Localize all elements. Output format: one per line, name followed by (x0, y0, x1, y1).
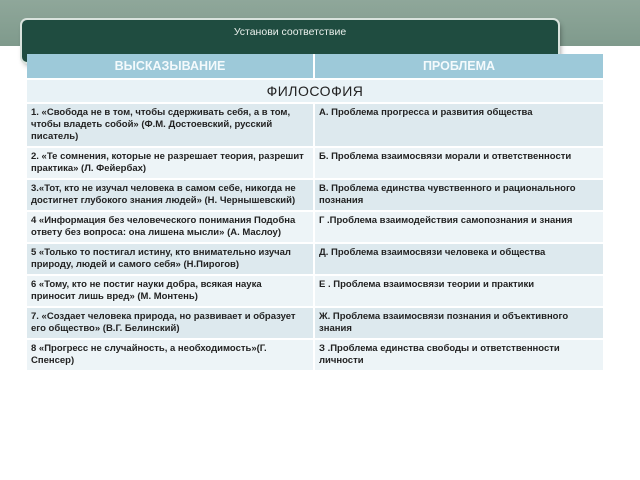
problem-cell: Ж. Проблема взаимосвязи познания и объективного знания (315, 308, 603, 338)
matching-table (27, 52, 603, 372)
quote-cell: 4 «Информация без человеческого понимания Подобна ответу без вопроса: она лишена мысли» (А. Маслоу) (27, 212, 315, 242)
table-row (27, 180, 603, 210)
problem-cell: А. Проблема прогресса и развития общества (315, 104, 603, 146)
quote-cell: 3.«Тот, кто не изучал человека в самом себе, никогда не достигнет глубокого знания людей» (Н. Чернышевский) (27, 180, 315, 210)
quote-cell: 1. «Свобода не в том, чтобы сдерживать себя, а в том, чтобы владеть собой» (Ф.М. Достоевский, русский писатель) (27, 104, 315, 146)
quote-cell: 6 «Тому, кто не постиг науки добра, всякая наука приносит лишь вред» (М. Монтень) (27, 276, 315, 306)
quote-cell: 8 «Прогресс не случайность, а необходимость»(Г. Спенсер) (27, 340, 315, 370)
column-header-problem: ПРОБЛЕМА (315, 54, 603, 78)
column-header-quote: ВЫСКАЗЫВАНИЕ (27, 54, 315, 78)
problem-cell: Б. Проблема взаимосвязи морали и ответственности (315, 148, 603, 178)
table-row (27, 212, 603, 242)
table-row (27, 340, 603, 370)
table-row (27, 104, 603, 146)
problem-cell: З .Проблема единства свободы и ответственности личности (315, 340, 603, 370)
table-header-row (27, 54, 603, 78)
problem-cell: В. Проблема единства чувственного и рационального познания (315, 180, 603, 210)
section-row (27, 80, 603, 102)
quote-cell: 2. «Те сомнения, которые не разрешает теория, разрешит практика» (Л. Фейербах) (27, 148, 315, 178)
table-row (27, 148, 603, 178)
problem-cell: Г .Проблема взаимодействия самопознания и знания (315, 212, 603, 242)
table-row (27, 276, 603, 306)
slide-title: Установи соответствие (233, 26, 347, 38)
section-title: ФИЛОСОФИЯ (27, 80, 603, 102)
quote-cell: 7. «Создает человека природа, но развивает и образует его общество» (В.Г. Белинский) (27, 308, 315, 338)
quote-cell: 5 «Только то постигал истину, кто внимательно изучал природу, людей и самого себя» (Н.Пирогов) (27, 244, 315, 274)
table-row (27, 308, 603, 338)
table-row (27, 244, 603, 274)
problem-cell: Е . Проблема взаимосвязи теории и практики (315, 276, 603, 306)
problem-cell: Д. Проблема взаимосвязи человека и общества (315, 244, 603, 274)
